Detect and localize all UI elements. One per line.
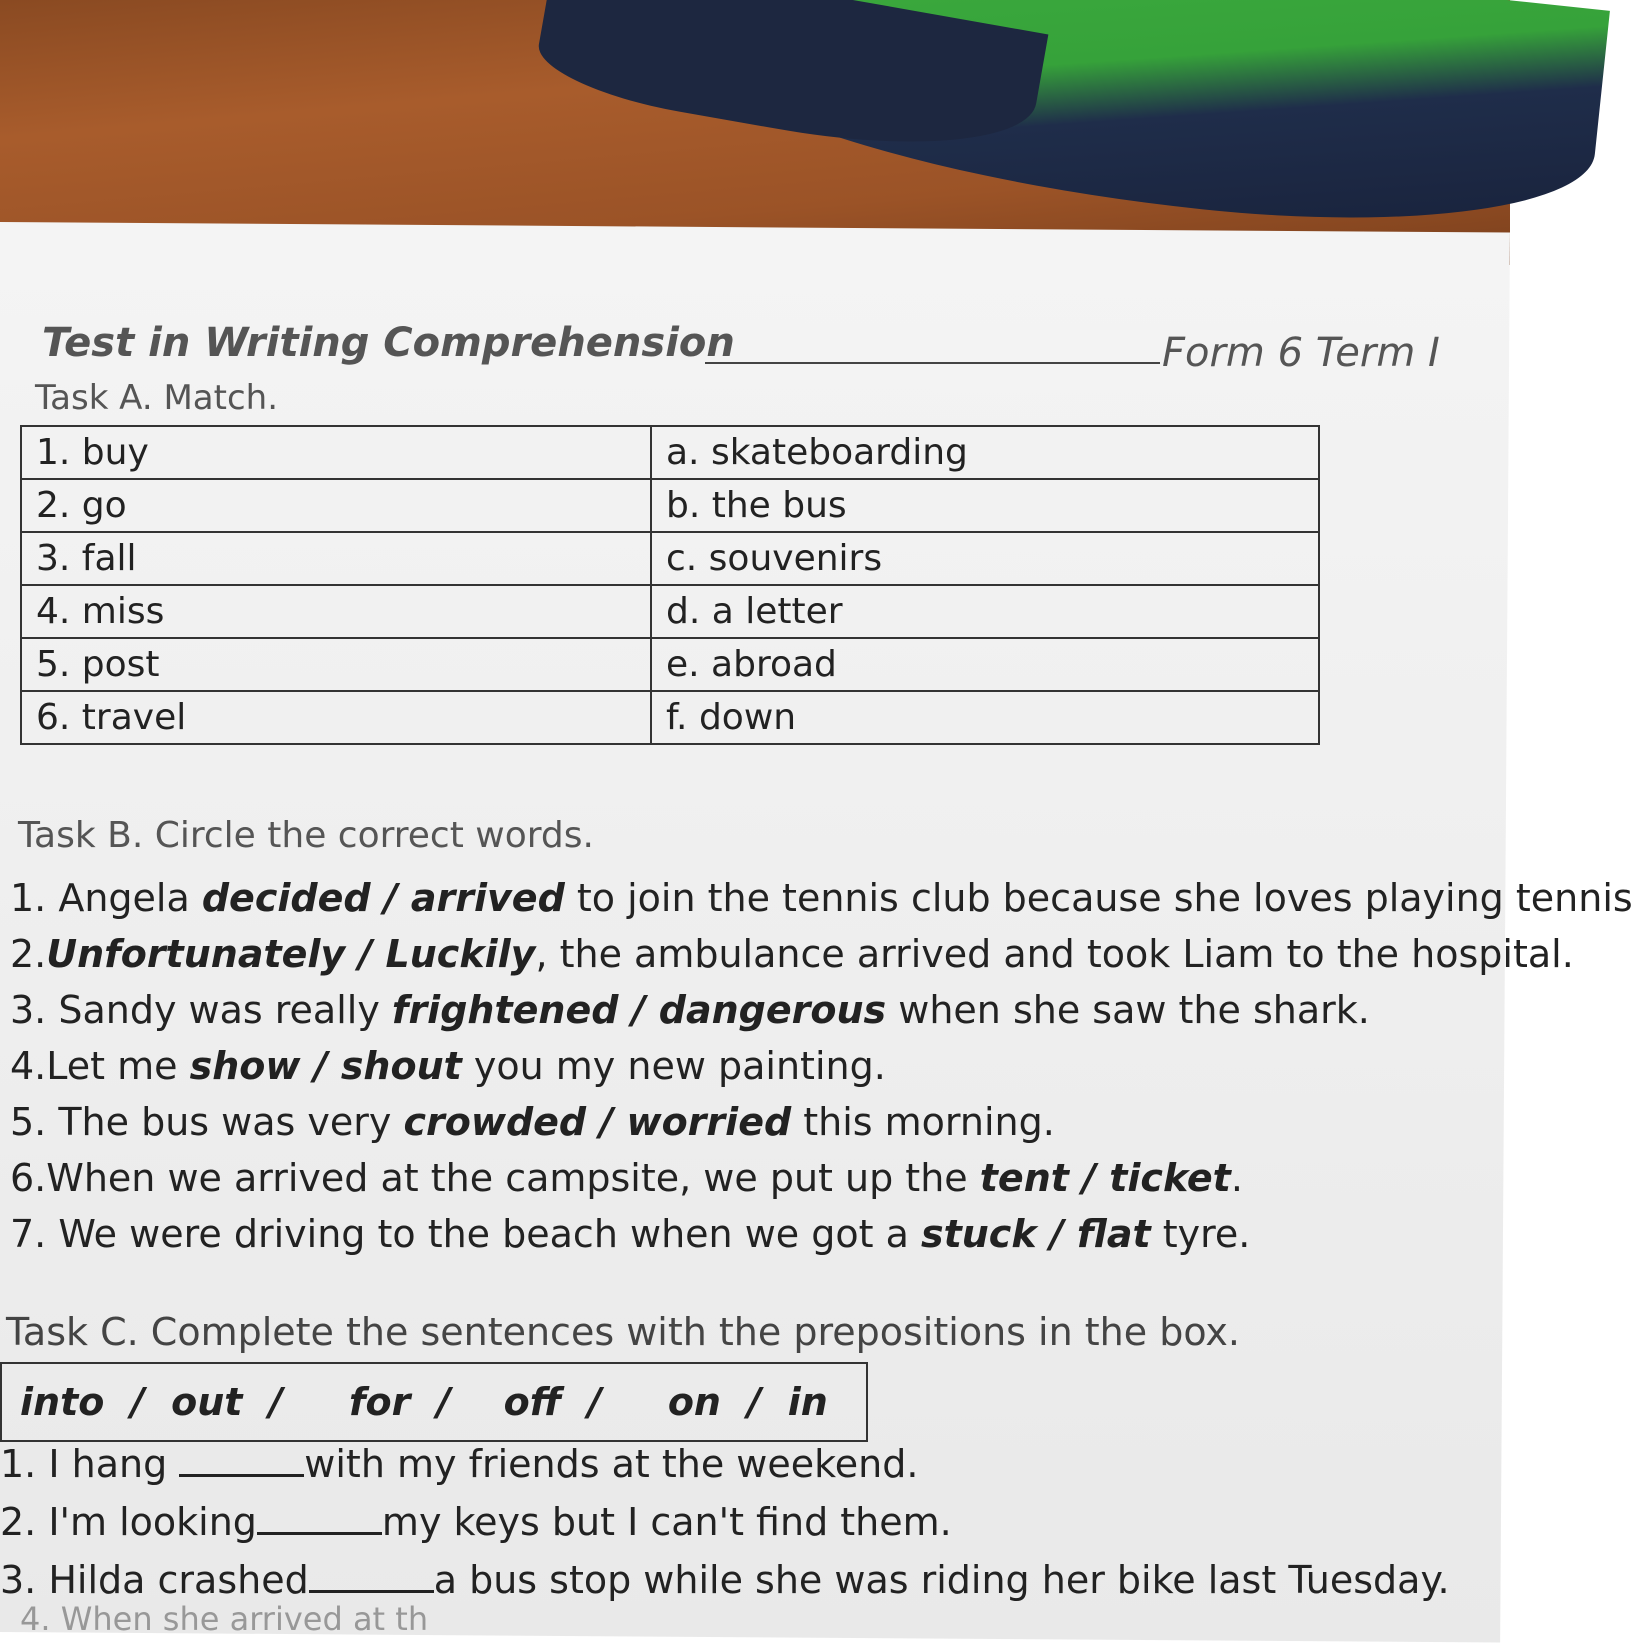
fill-sentence: [0, 1493, 1510, 1551]
match-right-cell: c. souvenirs: [651, 532, 1319, 585]
match-left-cell: 3. fall: [21, 532, 651, 585]
word-choice[interactable]: decided / arrived: [201, 876, 565, 920]
sentence-text: 1. I hang: [0, 1442, 180, 1486]
table-row: [21, 585, 1319, 638]
sentence-text: to join the tennis club because she loves playing tennis: [564, 876, 1633, 920]
answer-blank[interactable]: [179, 1444, 304, 1477]
name-line: [705, 362, 1160, 364]
match-left-cell: 1. buy: [21, 426, 651, 479]
word-choice[interactable]: tent / ticket: [979, 1156, 1231, 1200]
word-choice[interactable]: stuck / flat: [920, 1212, 1151, 1256]
sentence-text: 3. Sandy was really: [10, 988, 392, 1032]
fill-sentence: [0, 1435, 1510, 1493]
task-c-sentences: [0, 1435, 1510, 1609]
sentence: [10, 982, 1500, 1038]
match-right-cell: a. skateboarding: [651, 426, 1319, 479]
table-row: [21, 532, 1319, 585]
sentence-text: this morning.: [791, 1100, 1055, 1144]
table-row: [21, 691, 1319, 744]
sentence-text: tyre.: [1150, 1212, 1251, 1256]
worksheet-title: Test in Writing Comprehension: [42, 320, 735, 366]
preposition-box: into / out / for / off / on / in: [0, 1362, 868, 1442]
sentence-text: 2. I'm looking: [0, 1500, 257, 1544]
sentence-text: 2.: [10, 932, 47, 976]
match-right-cell: f. down: [651, 691, 1319, 744]
sentence: [10, 1150, 1500, 1206]
sentence: [10, 1038, 1500, 1094]
sentence-text: 4.Let me: [10, 1044, 190, 1088]
sentence-text: 6.When we arrived at the campsite, we put up the: [10, 1156, 980, 1200]
sentence-text: 7. We were driving to the beach when we got a: [10, 1212, 921, 1256]
match-right-cell: d. a letter: [651, 585, 1319, 638]
task-b-sentences: [10, 870, 1633, 1262]
answer-blank[interactable]: [257, 1502, 382, 1535]
match-left-cell: 4. miss: [21, 585, 651, 638]
sentence-text: when she saw the shark.: [886, 988, 1370, 1032]
sentence-text: you my new painting.: [461, 1044, 886, 1088]
word-choice[interactable]: crowded / worried: [403, 1100, 792, 1144]
sentence-text: a bus stop while she was riding her bike last Tuesday.: [433, 1558, 1450, 1602]
word-choice[interactable]: Unfortunately / Luckily: [46, 932, 536, 976]
match-left-cell: 6. travel: [21, 691, 651, 744]
sentence-text: .: [1230, 1156, 1243, 1200]
match-left-cell: 5. post: [21, 638, 651, 691]
form-label: Form 6 Term I: [1162, 330, 1440, 376]
sentence: [10, 870, 1633, 926]
sentence-text: 5. The bus was very: [10, 1100, 404, 1144]
sentence-text: with my friends at the weekend.: [304, 1442, 919, 1486]
table-row: [21, 638, 1319, 691]
match-left-cell: 2. go: [21, 479, 651, 532]
task-b-title: Task B. Circle the correct words.: [18, 815, 594, 856]
task-a-title: Task A. Match.: [35, 378, 279, 418]
sentence: [10, 1206, 1500, 1262]
sentence-text: my keys but I can't find them.: [381, 1500, 952, 1544]
word-choice[interactable]: frightened / dangerous: [391, 988, 887, 1032]
sentence: [10, 1094, 1500, 1150]
word-choice[interactable]: show / shout: [189, 1044, 462, 1088]
sentence-text: , the ambulance arrived and took Liam to the hospital.: [535, 932, 1574, 976]
match-table: [20, 425, 1320, 745]
table-row: [21, 426, 1319, 479]
answer-blank[interactable]: [309, 1560, 434, 1593]
task-c-title: Task C. Complete the sentences with the prepositions in the box.: [6, 1310, 1240, 1354]
partial-sentence: 4. When she arrived at th: [20, 1600, 429, 1638]
sentence-text: 1. Angela: [10, 876, 202, 920]
sentence-text: 3. Hilda crashed: [0, 1558, 309, 1602]
table-row: [21, 479, 1319, 532]
sentence: [10, 926, 1574, 982]
match-right-cell: e. abroad: [651, 638, 1319, 691]
match-right-cell: b. the bus: [651, 479, 1319, 532]
